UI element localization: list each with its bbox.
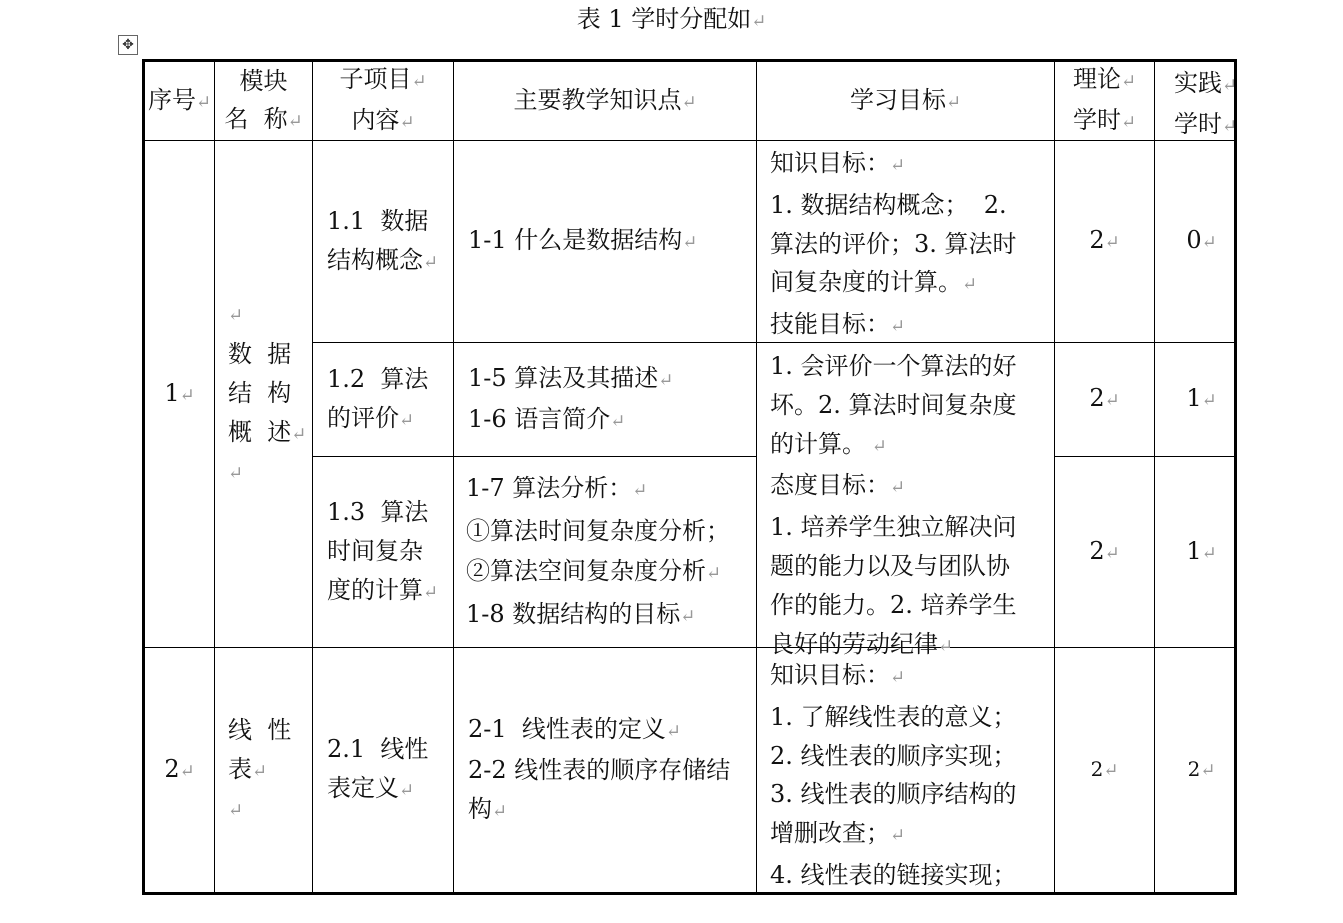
row-1-2-sub-line: 1.2 算法 [327,364,429,393]
row-1-3-point: ②算法空间复杂度分析 [466,556,706,585]
return-arrow-icon: ↵ [1120,71,1137,92]
row-1-3-points [466,457,756,647]
goal-line: 态度目标： [770,471,890,500]
return-arrow-icon: ↵ [1201,542,1217,564]
header-practice-line: 实践 [1174,69,1222,97]
return-arrow-icon: ↵ [423,251,439,273]
return-arrow-icon: ↵ [682,232,698,253]
move-arrows-icon[interactable]: ✥ [118,35,138,55]
row-1-2-practice [1155,343,1234,456]
row-1-2-points [468,343,756,456]
table-bottom-border [142,892,1236,895]
return-arrow-icon: ↵ [632,479,648,501]
module1-seq [145,141,214,647]
module2-name-line: 线 性 [228,715,292,744]
goal-line: 算法的评价；3. 算法时 [770,229,1017,258]
return-arrow-icon: ↵ [706,562,722,584]
return-arrow-icon: ↵ [1201,390,1217,411]
module2-practice-text: 2 [1187,757,1201,781]
return-arrow-icon: ↵ [287,110,303,132]
row-1-2-practice-text: 1 [1186,384,1202,412]
header-goal-text: 学习目标 [849,85,946,114]
goal-line: 技能目标： [770,310,890,339]
return-arrow-icon: ↵ [195,91,212,113]
header-theory-line: 理论 [1072,65,1121,93]
column-divider [756,59,757,895]
return-arrow-icon: ↵ [399,112,415,133]
row-1-1-sub-line: 结构概念 [327,245,423,274]
goal-line: 的计算。 [770,429,866,458]
module2-seq-text: 2 [164,754,180,783]
module1-name-line: 数 据 [228,339,292,368]
module2-name [228,648,312,892]
return-arrow-icon: ↵ [252,760,268,782]
module2-name-line: 表 [228,754,252,783]
module1-seq-text: 1 [164,378,180,407]
header-goal [757,62,1054,140]
return-arrow-icon: ↵ [291,423,307,445]
return-arrow-icon: ↵ [658,369,674,391]
column-divider [214,59,215,895]
row-1-1-points [468,141,756,342]
row-1-1-theory-text: 2 [1089,226,1105,254]
row-1-2-point: 1-5 算法及其描述 [468,363,659,392]
header-seq-text: 序号 [147,85,196,114]
return-arrow-icon: ↵ [228,799,244,821]
column-divider [312,59,313,895]
goal-line: 2. 线性表的顺序实现； [770,741,1017,770]
return-arrow-icon: ↵ [228,304,244,326]
header-sub-line: 子项目 [339,65,412,93]
return-arrow-icon: ↵ [962,274,978,296]
return-arrow-icon: ↵ [492,800,508,822]
goal-line: 1. 数据结构概念； 2. [770,190,1007,219]
module1-goals [770,144,1054,658]
row-1-1-theory [1055,141,1154,342]
return-arrow-icon: ↵ [1222,116,1238,137]
goal-line: 良好的劳动纪律 [770,629,938,658]
return-arrow-icon: ↵ [866,435,887,457]
return-arrow-icon: ↵ [890,316,906,338]
module1-name [228,141,312,647]
module2-sub [327,648,453,892]
module2-points [468,648,756,892]
return-arrow-icon: ↵ [1201,232,1217,253]
goal-line: 1. 培养学生独立解决问 [770,513,1017,542]
return-arrow-icon: ↵ [890,667,906,688]
row-1-1-sub-line: 1.1 数据 [327,206,429,235]
goal-line: 增删改查； [770,819,890,848]
row-1-3-point: 1-7 算法分析： [466,473,633,502]
return-arrow-icon: ↵ [945,91,962,113]
header-points [454,62,756,140]
module2-goals [770,656,1054,892]
row-1-3-sub [327,457,453,647]
return-arrow-icon: ↵ [411,71,427,92]
goal-line: 间复杂度的计算。 [770,268,962,297]
return-arrow-icon: ↵ [681,91,697,113]
module2-practice [1155,648,1234,892]
table-right-border [1234,59,1237,895]
row-1-1-practice-text: 0 [1186,226,1202,254]
row-1-3-theory-text: 2 [1089,536,1105,565]
module2-point: 2-2 线性表的顺序存储结 [468,755,731,784]
goal-line: 坏。2. 算法时间复杂度 [770,390,1017,419]
header-module-line: 模块 [239,66,288,95]
header-theory [1055,62,1154,140]
return-arrow-icon: ↵ [1104,542,1120,564]
row-1-1-point: 1-1 什么是数据结构 [468,226,683,254]
return-arrow-icon: ↵ [890,825,906,847]
row-1-3-practice [1155,457,1234,647]
return-arrow-icon: ↵ [665,720,681,742]
return-arrow-icon: ↵ [1103,760,1119,781]
return-arrow-icon: ↵ [1104,390,1120,411]
return-arrow-icon: ↵ [1222,75,1238,96]
module2-sub-line: 表定义 [327,774,399,802]
module2-sub-line: 2.1 线性 [327,735,429,763]
row-1-3-practice-text: 1 [1186,536,1202,565]
row-1-2-theory [1055,343,1154,456]
goal-line: 3. 线性表的顺序结构的 [770,780,1017,809]
row-1-2-theory-text: 2 [1089,384,1105,412]
return-arrow-icon: ↵ [399,780,415,801]
header-sub-line: 内容 [351,106,400,134]
header-sub [313,62,453,140]
return-arrow-icon: ↵ [179,384,195,406]
row-1-2-sub [327,343,453,456]
row-1-3-sub-line: 1.3 算法 [327,497,429,526]
header-seq [145,62,214,140]
row-1-1-practice [1155,141,1234,342]
return-arrow-icon: ↵ [179,760,195,782]
row-1-2-sub-line: 的评价 [327,403,399,432]
return-arrow-icon: ↵ [1104,232,1120,253]
module2-theory-text: 2 [1090,757,1104,781]
return-arrow-icon: ↵ [1120,112,1137,133]
return-arrow-icon: ↵ [938,635,954,657]
goal-line: 4. 线性表的链接实现； [770,860,1017,889]
return-arrow-icon: ↵ [1200,760,1216,781]
row-1-3-sub-line: 时间复杂 [327,536,423,565]
goal-line: 1. 会评价一个算法的好 [770,351,1017,380]
return-arrow-icon: ↵ [610,410,626,432]
return-arrow-icon: ↵ [399,409,415,431]
module1-name-line: 概 述 [228,417,292,446]
goal-line: 题的能力以及与团队协 [770,551,1010,580]
return-arrow-icon: ↵ [890,477,906,499]
header-module-line: 名 称 [224,104,288,133]
header-practice-line: 学时 [1174,110,1222,138]
goal-line: 知识目标： [770,149,890,177]
goal-line: 1. 了解线性表的意义； [770,702,1017,731]
return-arrow-icon: ↵ [751,11,767,32]
header-theory-line: 学时 [1072,106,1121,134]
module2-seq [145,648,214,892]
module1-name-line: 结 构 [228,378,292,407]
return-arrow-icon: ↵ [228,462,244,484]
return-arrow-icon: ↵ [890,155,906,176]
goal-line: 知识目标： [770,661,890,689]
row-1-3-theory [1055,457,1154,647]
header-practice [1174,62,1238,140]
header-points-text: 主要教学知识点 [513,85,682,114]
row-1-2-point: 1-6 语言简介 [468,404,611,433]
row-1-3-sub-line: 度的计算 [327,575,423,604]
header-module [215,62,312,140]
module2-point: 构 [468,794,492,823]
caption-text: 表 1 学时分配如 [576,5,752,33]
column-divider [453,59,454,895]
row-1-3-point: 1-8 数据结构的目标 [466,599,681,628]
row-1-1-sub [327,141,453,342]
module2-point: 2-1 线性表的定义 [468,714,666,743]
row-1-3-point: ①算法时间复杂度分析； [466,516,730,545]
goal-line: 作的能力。2. 培养学生 [770,590,1017,619]
return-arrow-icon: ↵ [680,605,696,627]
return-arrow-icon: ↵ [423,581,439,603]
module2-theory [1055,648,1154,892]
